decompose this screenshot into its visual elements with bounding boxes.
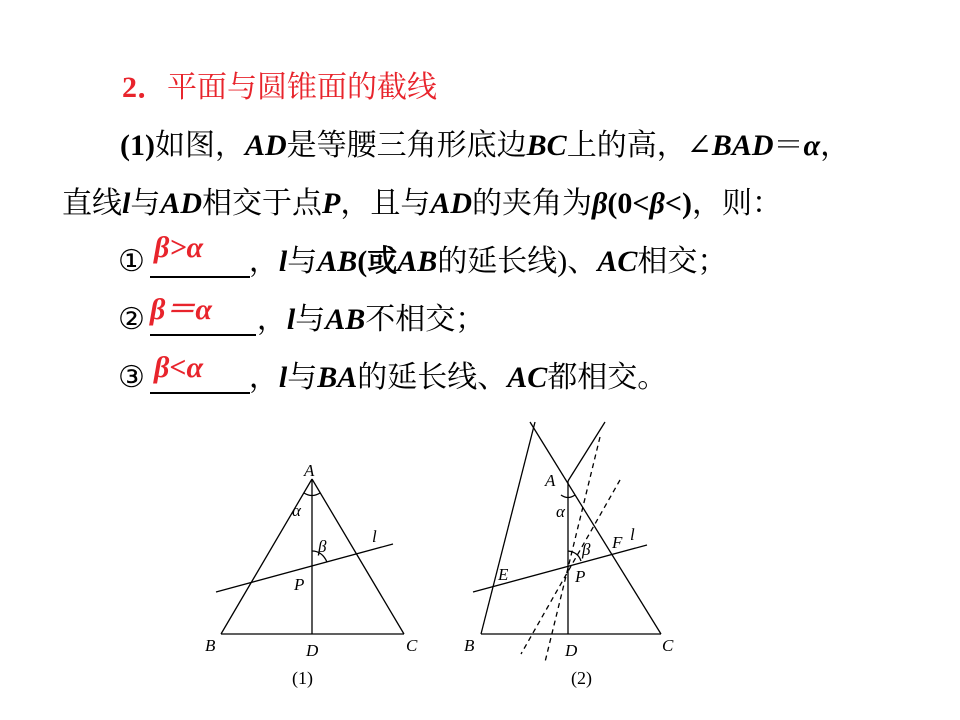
text: 上的高，∠ — [566, 129, 712, 162]
answer-2: β＝α — [150, 293, 212, 326]
figure-1 — [216, 479, 404, 634]
answer-1: β>α — [154, 231, 204, 264]
range-open: (0< — [607, 187, 650, 220]
label-b: B — [205, 636, 216, 655]
section-title: 平面与圆锥面的截线 — [167, 71, 437, 104]
comma: ， — [248, 245, 279, 278]
label-d: D — [565, 641, 578, 660]
item-marker: ② — [118, 303, 145, 336]
line-l — [216, 544, 393, 592]
label-l: l — [372, 527, 377, 546]
dashed-line-2 — [521, 480, 620, 654]
caption-1: (1) — [292, 668, 313, 688]
label-l: l — [630, 525, 635, 544]
label-c: C — [662, 636, 674, 655]
text: 是等腰三角形底边 — [286, 129, 527, 162]
label-f: F — [612, 533, 623, 552]
text: 与 — [130, 187, 161, 220]
text: 不相交； — [365, 303, 486, 336]
side-ab-extended — [481, 422, 535, 634]
label-d: D — [306, 641, 319, 660]
point-p: P — [322, 187, 341, 220]
comma: ， — [248, 361, 279, 394]
label-a: A — [304, 461, 315, 480]
text: 如图， — [154, 129, 245, 162]
label-alpha: α — [556, 502, 565, 521]
item-marker: ③ — [118, 361, 145, 394]
segment-bc: BC — [526, 129, 567, 162]
segment-ad: AD — [430, 187, 473, 220]
equals-sign: ＝ — [773, 129, 804, 162]
segment-ad: AD — [160, 187, 203, 220]
beta-symbol: β — [592, 187, 608, 220]
segment-ab: AB — [325, 303, 366, 336]
text: ， — [820, 129, 851, 162]
label-e: E — [498, 565, 509, 584]
extension-above-a — [568, 422, 605, 481]
side-ac — [312, 479, 404, 634]
caption-2: (2) — [571, 668, 592, 688]
segment-ac: AC — [597, 245, 638, 278]
side-ac-extended — [530, 422, 661, 634]
para-prefix: (1) — [120, 129, 155, 162]
segment-ab: AB — [397, 245, 438, 278]
segment-ac: AC — [507, 361, 548, 394]
text: (或 — [357, 245, 398, 278]
label-p: P — [294, 575, 305, 594]
beta-symbol: β — [649, 187, 665, 220]
label-b: B — [464, 636, 475, 655]
line-l: l — [122, 187, 131, 220]
segment-ad: AD — [244, 129, 287, 162]
label-alpha: α — [292, 501, 301, 520]
text: 相交； — [637, 245, 728, 278]
text: ，则： — [691, 187, 782, 220]
text: 直线 — [62, 187, 122, 220]
line-l: l — [278, 245, 288, 278]
text: 都相交。 — [547, 361, 668, 394]
answer-3: β<α — [154, 351, 204, 384]
angle-bad: BAD — [711, 129, 774, 162]
label-p: P — [575, 567, 586, 586]
label-beta: β — [318, 537, 327, 556]
line-l: l — [286, 303, 296, 336]
label-a: A — [545, 471, 556, 490]
label-beta: β — [582, 540, 591, 559]
text: 相交于点 — [202, 187, 323, 220]
range-close: <) — [664, 187, 692, 220]
text: 的延长线)、 — [437, 245, 598, 278]
text: 与 — [295, 303, 326, 336]
comma: ， — [256, 303, 287, 336]
text: 的延长线、 — [357, 361, 508, 394]
label-c: C — [406, 636, 418, 655]
text: 的夹角为 — [472, 187, 593, 220]
section-number: 2． — [122, 71, 167, 104]
text: 与 — [287, 245, 318, 278]
text: ，且与 — [340, 187, 431, 220]
alpha-symbol: α — [803, 129, 821, 162]
segment-ab: AB — [317, 245, 358, 278]
text: 与 — [287, 361, 318, 394]
item-marker: ① — [118, 245, 145, 278]
figure-2-labels — [464, 471, 674, 689]
line-l: l — [278, 361, 288, 394]
segment-ba: BA — [317, 361, 358, 394]
